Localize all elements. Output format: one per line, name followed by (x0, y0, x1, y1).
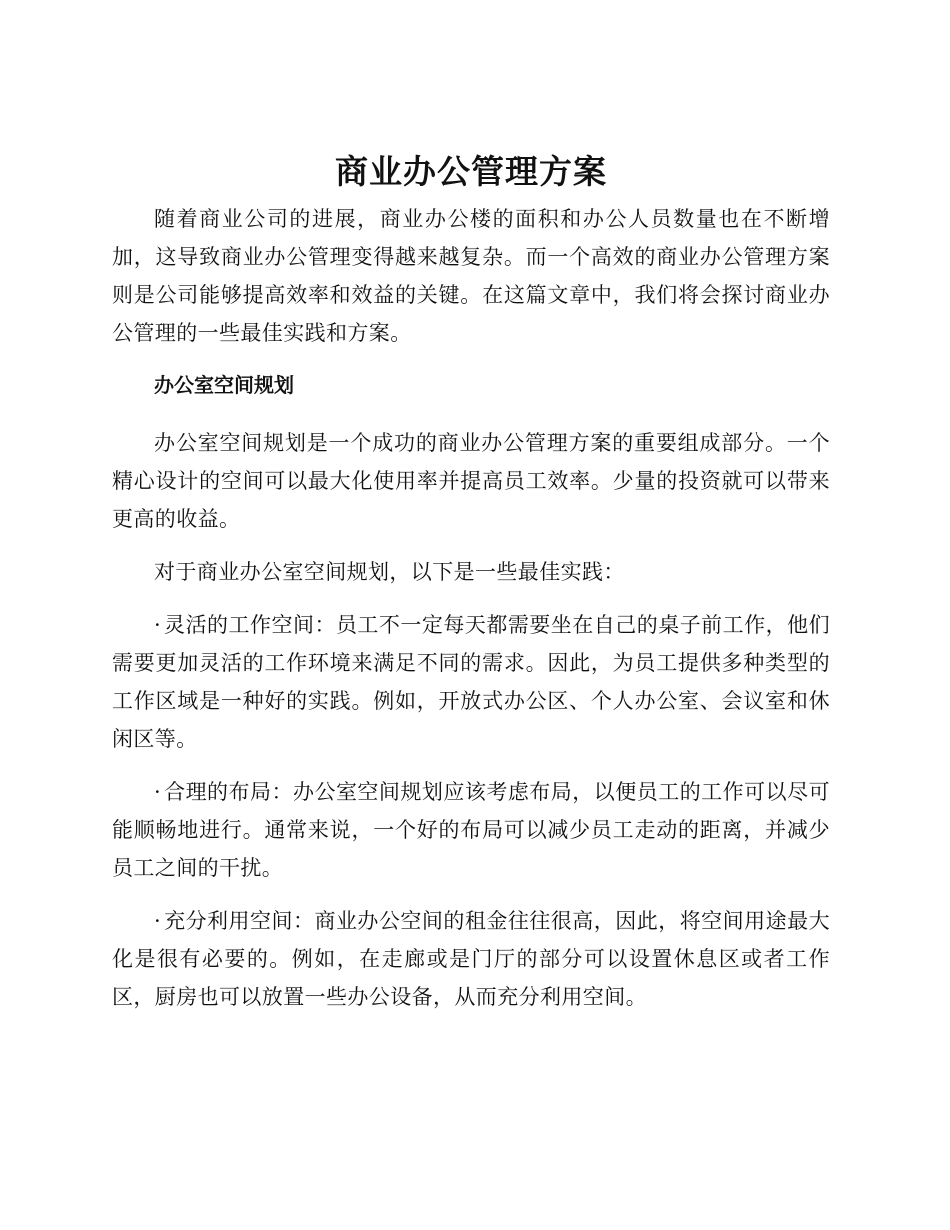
section-paragraph-1: 办公室空间规划是一个成功的商业办公管理方案的重要组成部分。一个精心设计的空间可以最大化使用率并提高员工效率。少量的投资就可以带来更高的收益。 (112, 431, 830, 531)
bullet-item (112, 606, 830, 758)
intro-paragraph: 随着商业公司的进展，商业办公楼的面积和办公人员数量也在不断增加，这导致商业办公管理变得越来越复杂。而一个高效的商业办公管理方案则是公司能够提高效率和效益的关键。在这篇文章中，我们将会探讨商业办公管理的一些最佳实践和方案。 (112, 207, 830, 345)
document-title: 商业办公管理方案 (335, 152, 607, 191)
section-heading: 办公室空间规划 (154, 373, 294, 397)
bullet-text: 合理的布局：办公室空间规划应该考虑布局，以便员工的工作可以尽可能顺畅地进行。通常来说，一个好的布局可以减少员工走动的距离，并减少员工之间的干扰。 (112, 780, 830, 880)
section-paragraph-2: 对于商业办公室空间规划，以下是一些最佳实践： (154, 560, 625, 584)
bullet-item (112, 902, 830, 1016)
bullet-marker: · (154, 909, 162, 933)
bullet-marker: · (154, 780, 162, 804)
document-page (112, 150, 830, 1031)
bullet-item (112, 773, 830, 887)
bullet-marker: · (154, 613, 162, 637)
bullet-text: 灵活的工作空间：员工不一定每天都需要坐在自己的桌子前工作，他们需要更加灵活的工作环境来满足不同的需求。因此，为员工提供多种类型的工作区域是一种好的实践。例如，开放式办公区、个人办公室、会议室和休闲区等。 (112, 613, 830, 751)
bullet-text: 充分利用空间：商业办公空间的租金往往很高，因此，将空间用途最大化是很有必要的。例如，在走廊或是门厅的部分可以设置休息区或者工作区，厨房也可以放置一些办公设备，从而充分利用空间。 (112, 909, 830, 1009)
